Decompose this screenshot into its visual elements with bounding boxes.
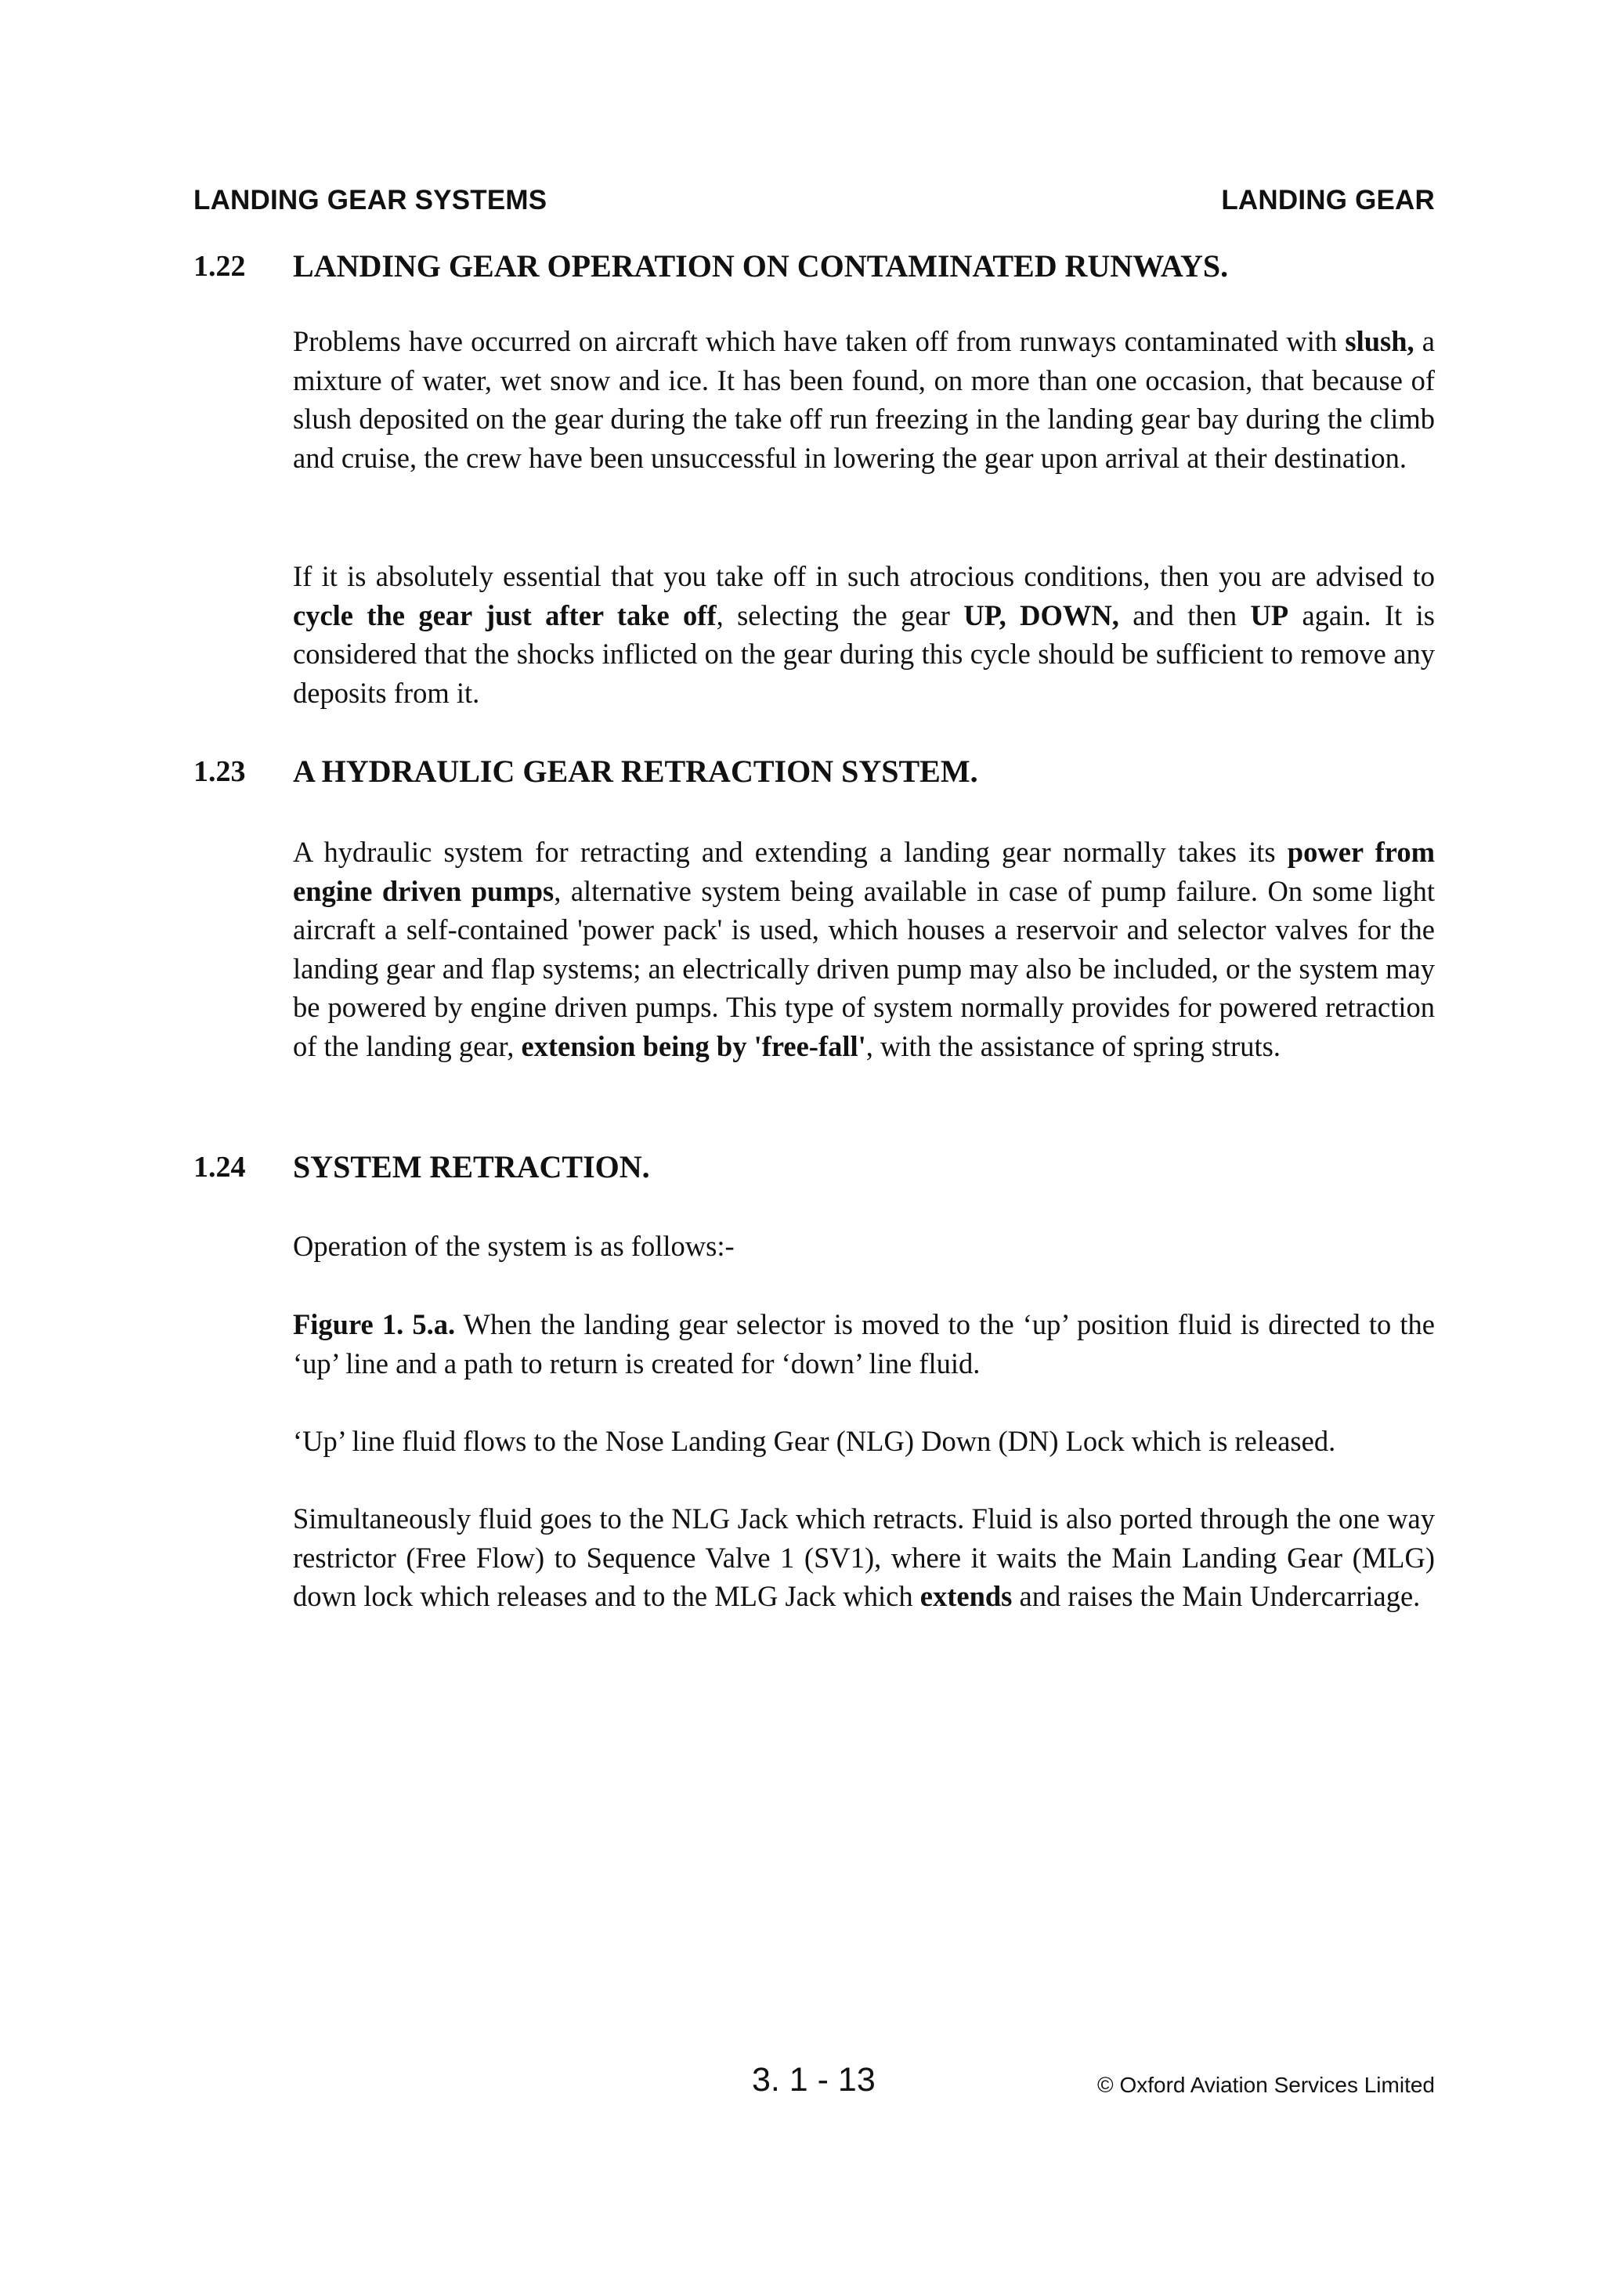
- section-number: 1.23: [193, 755, 246, 788]
- text-run: a mixture of water, wet snow and ice. It has been found, on more than one occasion, that because of slush deposited on the gear during the take off run freezing in the landing gear bay during the climb and cruise, the crew have been unsuccessful in lowering the gear upon arrival at their destination.: [293, 325, 1436, 474]
- text-run: Simultaneously fluid goes to the NLG Jack which retracts. Fluid is also ported through the one way restrictor (Free Flow) to Sequence Valve 1 (SV1), where it waits the Main Landing Gear (MLG) down lock which releases and to the MLG Jack which: [293, 1502, 1435, 1612]
- text-run: Operation of the system is as follows:-: [293, 1230, 735, 1262]
- text-run: Problems have occurred on aircraft which have taken off from runways contaminated with: [293, 325, 1346, 357]
- text-run: and raises the Main Undercarriage.: [1012, 1580, 1421, 1612]
- text-run: ‘Up’ line fluid flows to the Nose Landing Gear (NLG) Down (DN) Lock which is released.: [293, 1425, 1336, 1457]
- bold-run: power from engine driven pumps: [293, 836, 1435, 907]
- bold-run: extension being by 'free-fall': [521, 1029, 866, 1062]
- bold-run: UP: [1250, 598, 1289, 631]
- text-run: If it is absolutely essential that you take off in such atrocious conditions, then you are advised to: [293, 560, 1435, 592]
- section-title: A HYDRAULIC GEAR RETRACTION SYSTEM.: [293, 754, 978, 789]
- page-number: 3. 1 - 13: [752, 2061, 876, 2099]
- bold-run: UP, DOWN,: [963, 598, 1119, 631]
- text-run: , with the assistance of spring struts.: [865, 1029, 1281, 1062]
- paragraph: [293, 833, 1435, 1065]
- text-run: A hydraulic system for retracting and extending a landing gear normally takes its: [293, 836, 1288, 868]
- text-run: again. It is considered that the shocks inflicted on the gear during this cycle should be sufficient to remove any deposits from it.: [293, 598, 1436, 709]
- section-title: LANDING GEAR OPERATION ON CONTAMINATED RUNWAYS.: [293, 248, 1229, 284]
- text-run: , selecting the gear: [716, 598, 964, 631]
- section-title: SYSTEM RETRACTION.: [293, 1149, 650, 1184]
- text-run: When the landing gear selector is moved to the ‘up’ position fluid is directed to the ‘up’ line and a path to return is created for ‘down’ line fluid.: [293, 1308, 1436, 1379]
- bold-run: slush,: [1345, 325, 1414, 357]
- section-number: 1.22: [193, 250, 246, 283]
- section-number: 1.24: [193, 1151, 246, 1184]
- paragraph: [293, 1227, 1435, 1266]
- paragraph: [293, 557, 1435, 712]
- paragraph: [293, 1305, 1435, 1383]
- bold-run: extends: [919, 1580, 1013, 1612]
- text-run: , alternative system being available in case of pump failure. On some light aircraft a self-contained 'power pack' is used, which houses a reservoir and selector valves for the landing gear and flap systems; an electrically driven pump may also be included, or the system may be powered by engine driven pumps. This type of system normally provides for powered retraction of the landing gear,: [293, 874, 1435, 1062]
- bold-run: cycle the gear just after take off: [293, 598, 717, 631]
- paragraph: [293, 1422, 1435, 1461]
- running-header-right: LANDING GEAR: [1221, 185, 1435, 215]
- text-run: and then: [1118, 598, 1251, 631]
- paragraph: [293, 322, 1435, 477]
- paragraph: [293, 1499, 1435, 1616]
- bold-run: Figure 1. 5.a.: [293, 1308, 456, 1340]
- copyright-notice: © Oxford Aviation Services Limited: [1097, 2073, 1435, 2097]
- running-header-left: LANDING GEAR SYSTEMS: [193, 185, 547, 215]
